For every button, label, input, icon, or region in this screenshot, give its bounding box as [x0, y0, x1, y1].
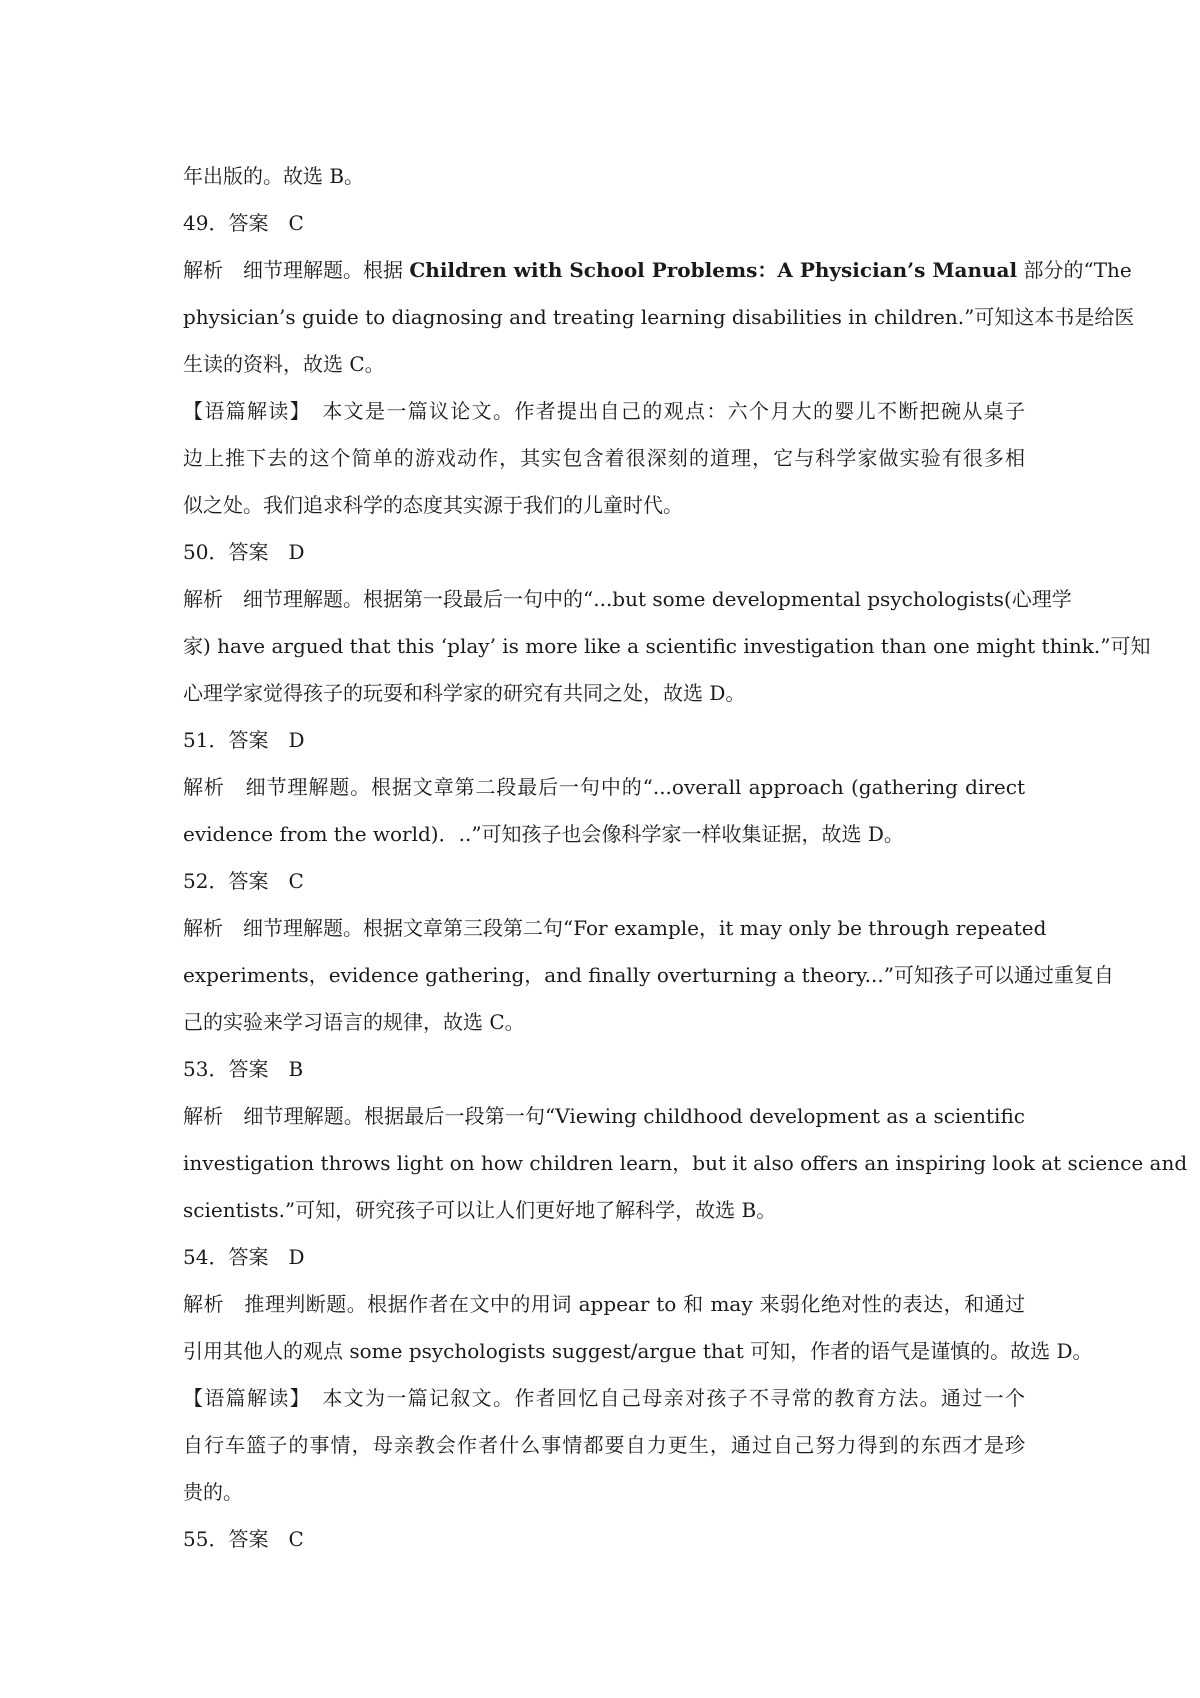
text-line: 解析 细节理解题。根据最后一段第一句“Viewing childhood development as a scientific: [183, 1104, 1025, 1128]
text-line: 己的实验来学习语言的规律，故选 C。: [183, 1010, 525, 1034]
text-line: 解析 推理判断题。根据作者在文中的用词 appear to 和 may 来弱化绝对性的表达，和通过: [183, 1292, 1025, 1316]
answer-54: 54．答案 D: [183, 1245, 305, 1269]
text-line: evidence from the world)．..”可知孩子也会像科学家一样收集证据，故选 D。: [183, 822, 904, 846]
text-line: 解析 细节理解题。根据第一段最后一句中的“...but some developmental psychologists(心理学: [183, 587, 1072, 611]
text-line: 引用其他人的观点 some psychologists suggest/argue that 可知，作者的语气是谨慎的。故选 D。: [183, 1339, 1093, 1363]
text-line: physician’s guide to diagnosing and treating learning disabilities in children.”可知这本书是给医: [183, 305, 1135, 329]
answer-53: 53．答案 B: [183, 1057, 304, 1081]
text-line: 似之处。我们追求科学的态度其实源于我们的儿童时代。: [183, 493, 683, 517]
text-line: 自行车篮子的事情，母亲教会作者什么事情都要自力更生，通过自己努力得到的东西才是珍: [183, 1433, 1025, 1457]
analysis-prefix: 解析 细节理解题。根据: [183, 258, 410, 282]
text-line: 家) have argued that this ‘play’ is more like a scientific investigation than one might think.”可知: [183, 634, 1151, 658]
text-line: 生读的资料，故选 C。: [183, 352, 385, 376]
passage-reading-heading: 【语篇解读】 本文为一篇记叙文。作者回忆自己母亲对孩子不寻常的教育方法。通过一个: [183, 1386, 1025, 1410]
text-line: 贵的。: [183, 1480, 243, 1504]
answer-50: 50．答案 D: [183, 540, 305, 564]
text-line: 解析 细节理解题。根据文章第二段最后一句中的“...overall approach (gathering direct: [183, 775, 1025, 799]
answer-55: 55．答案 C: [183, 1527, 304, 1551]
answer-51: 51．答案 D: [183, 728, 305, 752]
answer-49: 49．答案 C: [183, 211, 304, 235]
text-line: 解析 细节理解题。根据文章第三段第二句“For example，it may only be through repeated: [183, 916, 1047, 940]
text-line: 边上推下去的这个简单的游戏动作，其实包含着很深刻的道理，它与科学家做实验有很多相: [183, 446, 1025, 470]
book-title: Children with School Problems：A Physician’s Manual: [409, 258, 1018, 282]
document-page: [183, 153, 1188, 1563]
analysis-suffix: 部分的“The: [1017, 258, 1132, 282]
text-line: scientists.”可知，研究孩子可以让人们更好地了解科学，故选 B。: [183, 1198, 777, 1222]
answer-52: 52．答案 C: [183, 869, 304, 893]
passage-reading-heading: 【语篇解读】 本文是一篇议论文。作者提出自己的观点：六个月大的婴儿不断把碗从桌子: [183, 399, 1025, 423]
analysis-49-line: [183, 247, 1132, 294]
text-line: 年出版的。故选 B。: [183, 164, 365, 188]
text-line: investigation throws light on how children learn，but it also offers an inspiring look at science and: [183, 1151, 1188, 1175]
text-line: experiments，evidence gathering，and finally overturning a theory...”可知孩子可以通过重复自: [183, 963, 1114, 987]
text-line: 心理学家觉得孩子的玩耍和科学家的研究有共同之处，故选 D。: [183, 681, 746, 705]
